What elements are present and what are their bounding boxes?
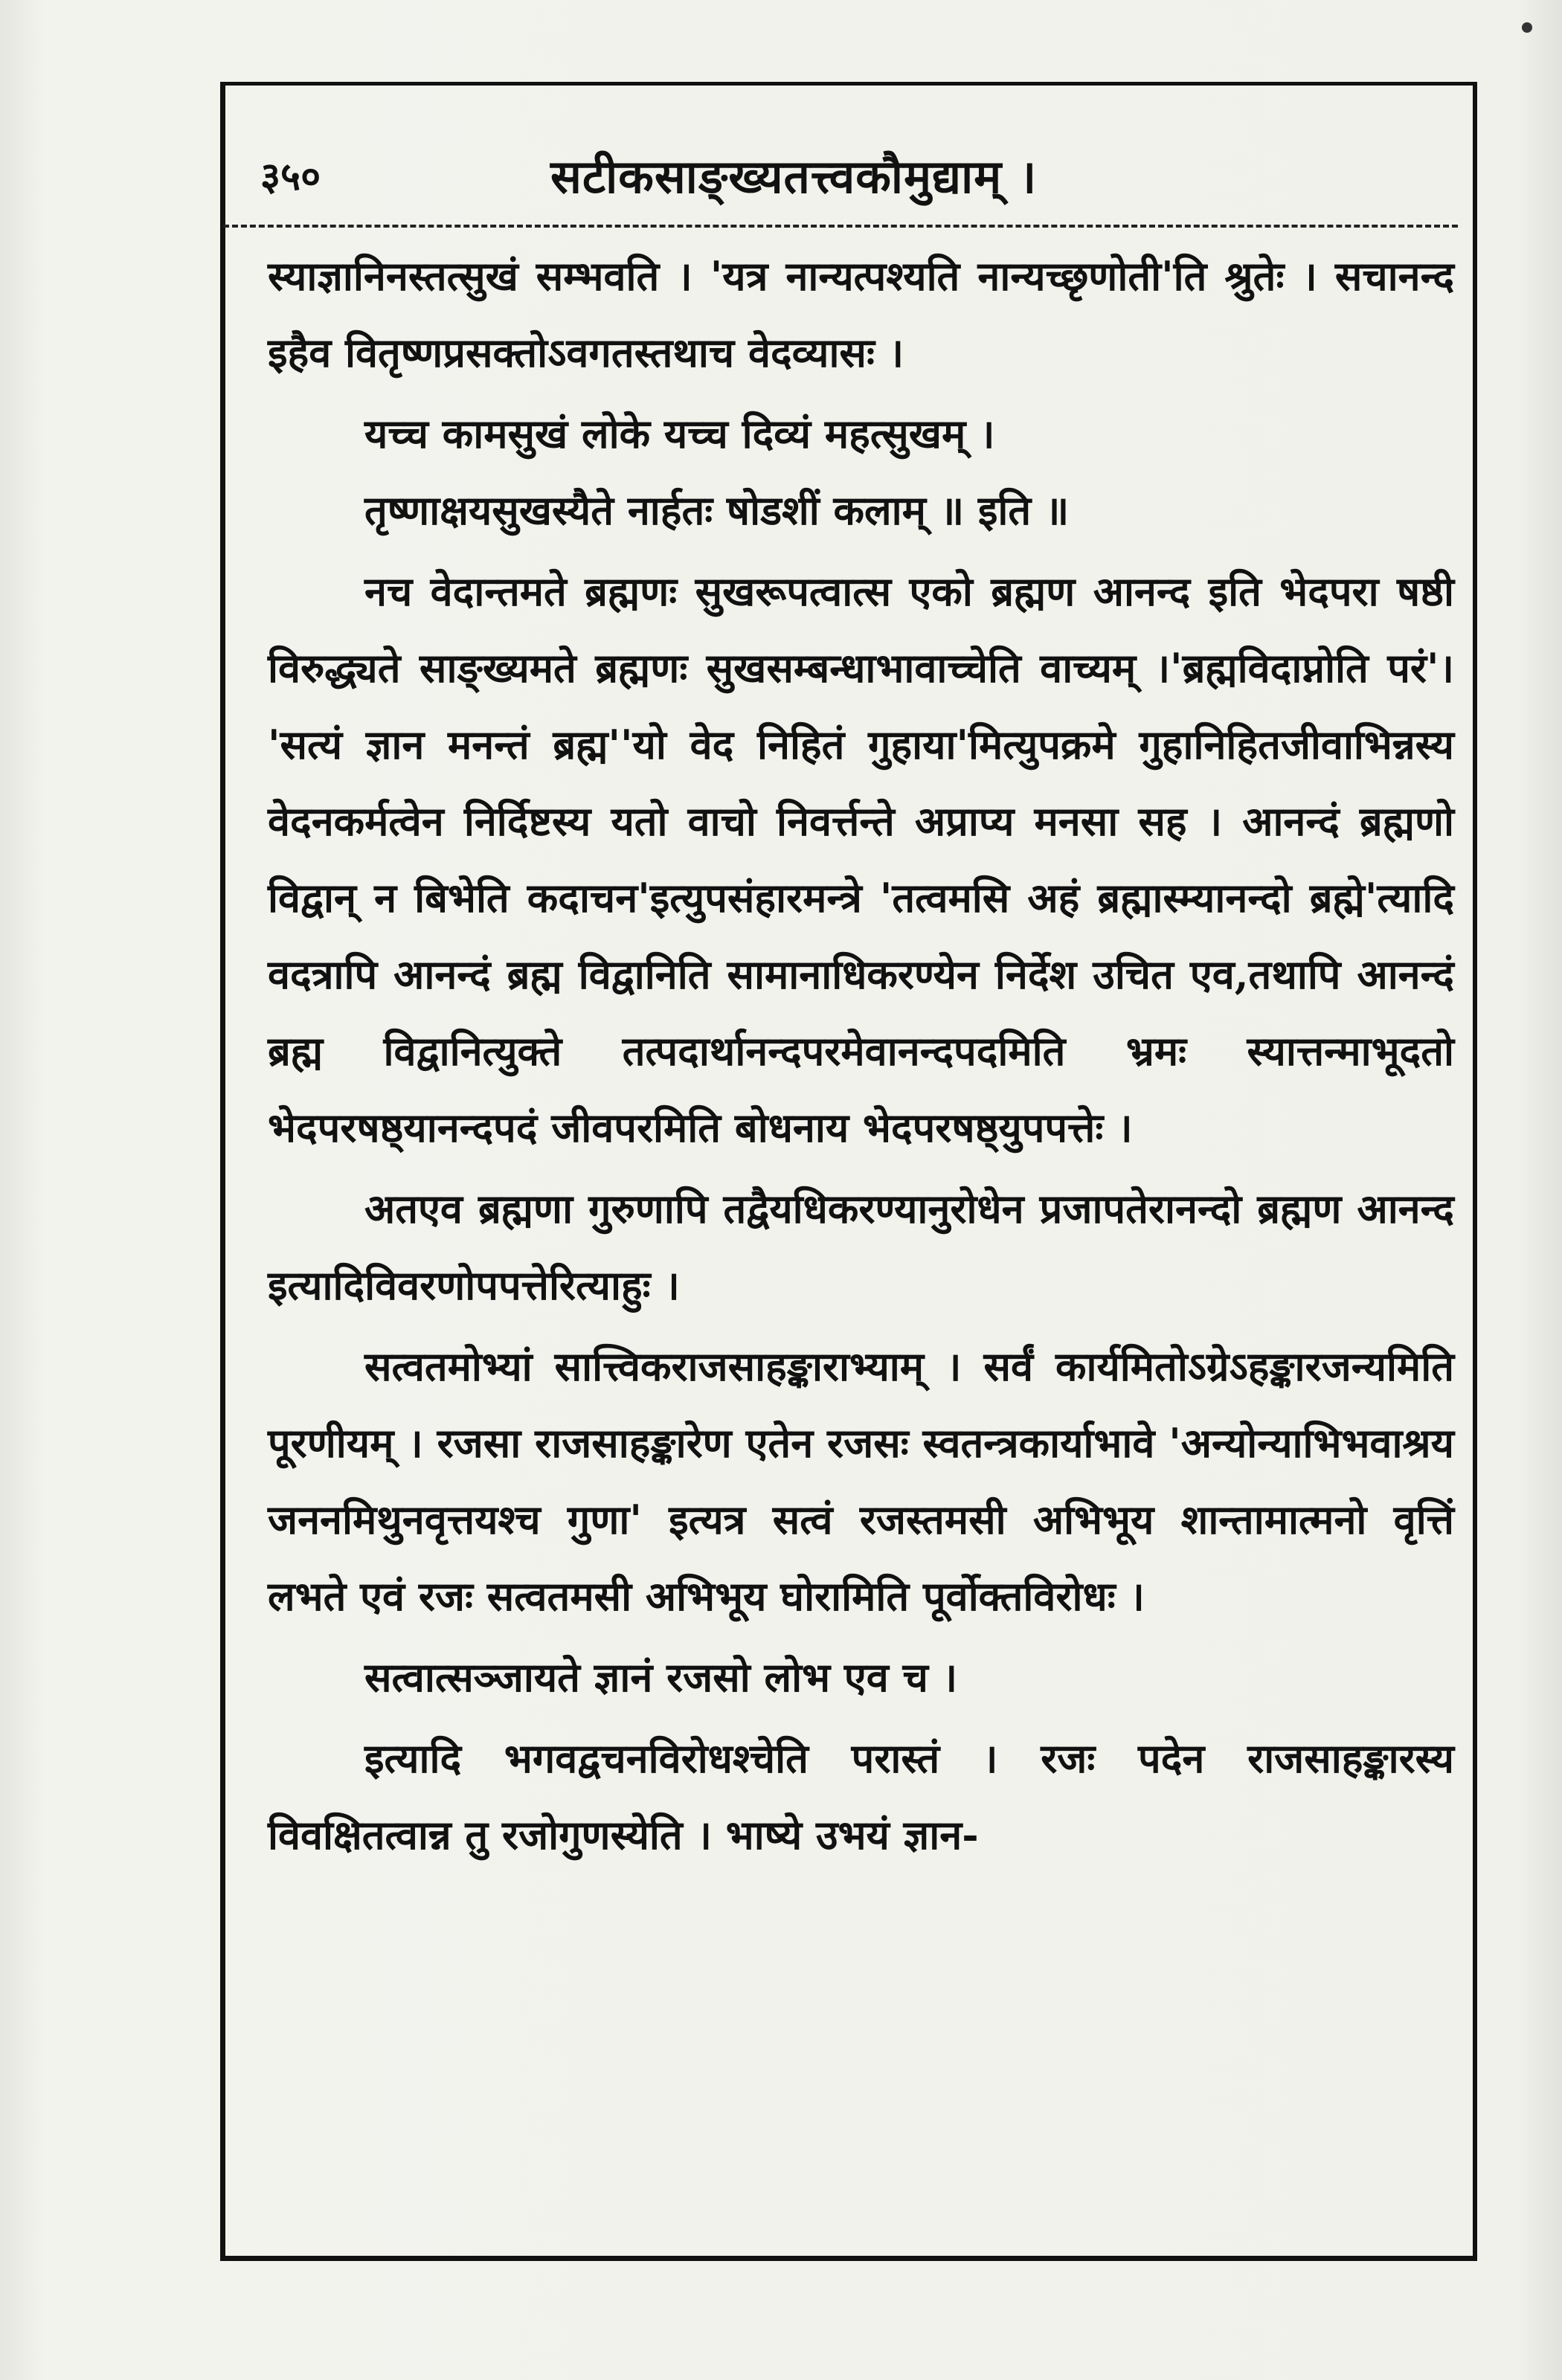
page-header (253, 134, 1458, 216)
page-body (268, 238, 1454, 1874)
paragraph-1: स्याज्ञानिनस्तत्सुखं सम्भवति । 'यत्र नान्यत्पश्यति नान्यच्छृणोती'ति श्रुतेः । सचानन्द इहैव वितृष्णप्रसक्तोऽवगतस्तथाच वेदव्यासः । (268, 252, 1454, 376)
verse-1-line-2: तृष्णाक्षयसुखस्यैते नार्हतः षोडशीं कलाम् ॥ इति ॥ (364, 486, 1070, 534)
running-title: सटीकसाङ्ख्यतत्त्वकौमुद्याम् । (550, 149, 1038, 204)
header-divider (223, 225, 1458, 228)
page-number: ३५० (260, 154, 321, 199)
verse-2: सत्वात्सञ्जायते ज्ञानं रजसो लोभ एव च । (364, 1653, 958, 1701)
ink-speck (1522, 22, 1532, 33)
paragraph-4: सत्वतमोभ्यां सात्त्विकराजसाहङ्काराभ्याम् । सर्वं कार्यमितोऽग्रेऽहङ्कारजन्यमिति पूरणीयम् । रजसा राजसाहङ्कारेण एतेन रजसः स्वतन्त्रकार्याभावे 'अन्योन्याभिभवाश्रय जननमिथुनवृत्तयश्च गुणा' इत्यत्र सत्वं रजस्तमसी अभिभूय शान्तामात्मनो वृत्तिं लभते एवं रजः सत्वतमसी अभिभूय घोरामिति पूर्वोक्तविरोधः । (268, 1342, 1454, 1620)
paragraph-5: इत्यादि भगवद्वचनविरोधश्चेति परास्तं । रजः पदेन राजसाहङ्कारस्य विवक्षितत्वान्न तु रजोगुणस्येति । भाष्ये उभयं ज्ञान- (268, 1734, 1454, 1859)
verse-1-line-1: यच्च कामसुखं लोके यच्च दिव्यं महत्सुखम् । (364, 410, 995, 457)
paragraph-3: अतएव ब्रह्मणा गुरुणापि तद्वैयधिकरण्यानुरोधेन प्रजापतेरानन्दो ब्रह्मण आनन्द इत्यादिविवरणोपपत्तेरित्याहुः । (268, 1185, 1454, 1309)
paragraph-2: नच वेदान्तमते ब्रह्मणः सुखरूपत्वात्स एको ब्रह्मण आनन्द इति भेदपरा षष्ठी विरुद्ध्यते साङ्ख्यमते ब्रह्मणः सुखसम्बन्धाभावाच्चेति वाच्यम् ।'ब्रह्मविदाप्नोति परं'। 'सत्यं ज्ञान मनन्तं ब्रह्म''यो वेद निहितं गुहाया'मित्युपक्रमे गुहानिहितजीवाभिन्नस्य वेदनकर्मत्वेन निर्दिष्टस्य यतो वाचो निवर्त्तन्ते अप्राप्य मनसा सह । आनन्दं ब्रह्मणो विद्वान् न बिभेति कदाचन'इत्युपसंहारमन्त्रे 'तत्वमसि अहं ब्रह्मास्म्यानन्दो ब्रह्मे'त्यादि वदत्रापि आनन्दं ब्रह्म विद्वानिति सामानाधिकरण्येन निर्देश उचित एव,तथापि आनन्दं ब्रह्म विद्वानित्युक्ते तत्पदार्थानन्दपरमेवानन्दपदमिति भ्रमः स्यात्तन्माभूदतो भेदपरषष्ठ्यानन्दपदं जीवपरमिति बोधनाय भेदपरषष्ठ्युपपत्तेः । (268, 567, 1454, 1151)
